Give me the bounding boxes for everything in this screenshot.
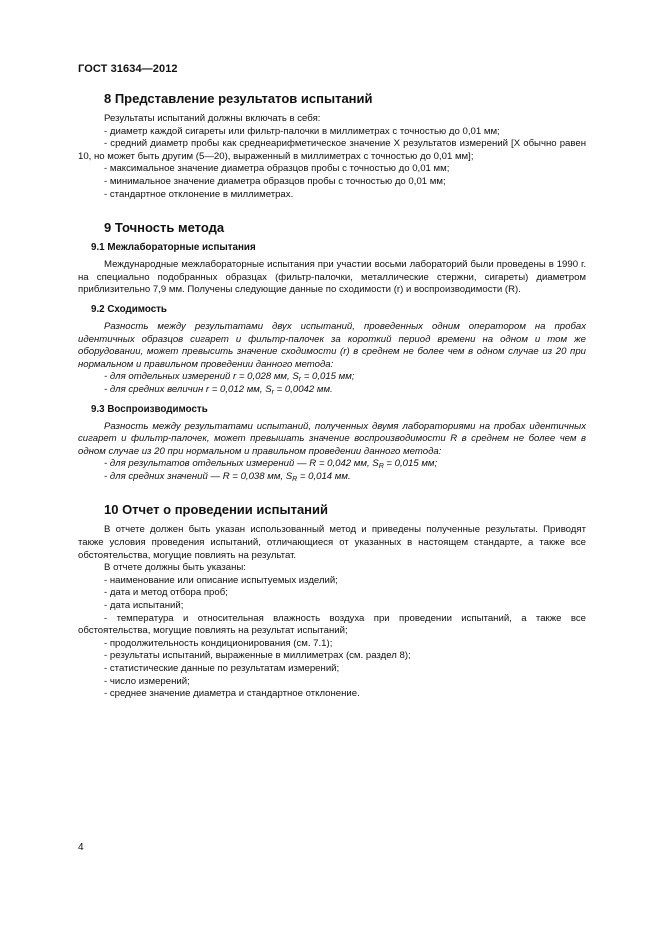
section-8-item: - стандартное отклонение в миллиметрах. [104, 188, 294, 200]
page-content [78, 91, 586, 701]
report-item: - статистические данные по результатам измерений; [104, 663, 340, 674]
section-10-p1: В отчете должен быть указан использованный метод и приведены полученные результаты. Приводят также условия проведения испытаний, отличающиеся от указанных в настоящем стандарте, а также все обстоятельства, могущие повлиять на результат. [78, 524, 586, 561]
section-10-title: 10 Отчет о проведении испытаний [104, 502, 329, 518]
subsection-9-2-title: 9.2 Сходимость [91, 303, 167, 315]
report-item: - температура и относительная влажность воздуха при проведении испытаний, а также все обстоятельства, могущие повлиять на результат испытаний; [78, 612, 586, 637]
section-8-item: - минимальное значение диаметра образцов пробы с точностью до 0,01 мм; [104, 175, 446, 187]
subsection-9-1-text: Международные межлабораторные испытания при участии восьми лабораторий были проведены в 1990 г. на специально подобранных образцах (фильтр-палочки, металлические стержни, сигареты) диаметром приблизительно 7,9 мм. Получены следующие данные по сходимости (r) и воспроизводимости (R). [78, 259, 586, 296]
section-8-item: - максимальное значение диаметра образцов пробы с точностью до 0,01 мм; [104, 163, 450, 175]
report-item: - наименование или описание испытуемых изделий; [104, 574, 338, 586]
page-number: 4 [78, 842, 84, 853]
subsection-9-3-text: Разность между результатами испытаний, полученных двумя лабораториями на пробах идентичных сигарет и фильтр-палочек, может превышать значение воспроизводимости R в среднем не более чем в одном случае из 20 при нормальном и правильном проведении данного метода: [78, 420, 586, 457]
subsection-9-1-title: 9.1 Межлабораторные испытания [91, 242, 256, 254]
subsection-9-2-text: Разность между результатами двух испытаний, проведенных одним оператором на пробах идентичных образцов сигарет и фильтр-палочек за короткий период времени на одном и том же оборудовании, может превысить значение сходимости (r) в среднем не более чем в одном случае из 20 при нормальном и правильном проведении данного метода: [78, 320, 586, 370]
section-8-title: 8 Представление результатов испытаний [104, 91, 373, 106]
repeatability-single: - для отдельных измерений r = 0,028 мм, $S_r = 0,015$ мм; [104, 371, 355, 384]
section-8-item: - средний диаметр пробы как среднеарифметическое значение X результатов измерений [X обычно равен 10, но может быть другим (5—20), выраженный в миллиметрах с точностью до 0,01 мм]; [78, 138, 586, 162]
running-header: ГОСТ 31634—2012 [78, 63, 178, 75]
section-8-item: - диаметр каждой сигареты или фильтр-палочки в миллиметрах с точностью до 0,01 мм; [104, 125, 500, 137]
report-item: - дата испытаний; [104, 600, 184, 612]
report-item: - продолжительность кондиционирования (см. 7.1); [104, 637, 333, 649]
repeatability-mean: - для средних величин r = 0,012 мм, $S_r = 0,0042$ мм. [104, 383, 333, 396]
report-item: - число измерений; [104, 675, 190, 687]
section-10-p2: В отчете должны быть указаны: [104, 562, 246, 574]
section-8-intro: Результаты испытаний должны включать в себя: [104, 113, 321, 124]
reproducibility-single: - для результатов отдельных измерений — R = 0,042 мм, $S_R = 0,015$ мм; [104, 458, 438, 471]
report-item: - среднее значение диаметра и стандартное отклонение. [104, 688, 360, 700]
section-9-title: 9 Точность метода [104, 220, 225, 236]
report-item: - дата и метод отбора проб; [104, 587, 228, 599]
report-item: - результаты испытаний, выраженные в миллиметрах (см. раздел 8); [104, 650, 411, 662]
reproducibility-mean: - для средних значений — R = 0,038 мм, $S_R = 0,014$ мм. [104, 470, 351, 483]
subsection-9-3-title: 9.3 Воспроизводимость [91, 403, 208, 415]
